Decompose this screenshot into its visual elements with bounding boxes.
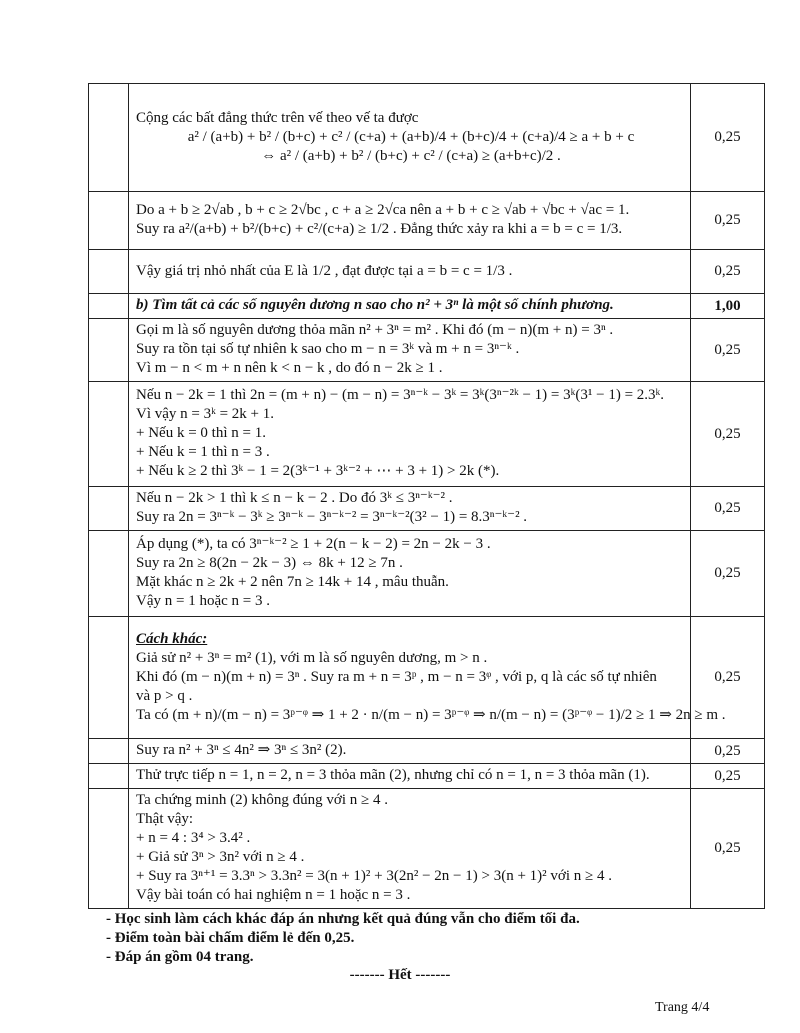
solution-cell (129, 294, 691, 319)
solution-line: Khi đó (m − n)(m + n) = 3ⁿ . Suy ra m + n = 3ᵖ , m − n = 3ᵠ , với p, q là các số tự nhiên (136, 668, 657, 685)
page-number: Trang 4/4 (655, 1000, 710, 1015)
solution-line: a² / (a+b) + b² / (b+c) + c² / (c+a) + (a+b)/4 + (b+c)/4 + (c+a)/4 ≥ a + b + c (187, 128, 635, 145)
solution-line: Do a + b ≥ 2√ab , b + c ≥ 2√bc , c + a ≥ 2√ca nên a + b + c ≥ √ab + √bc + √ac = 1. (136, 202, 630, 218)
solution-cell (129, 382, 691, 487)
answer-row (89, 250, 765, 294)
answer-row (89, 319, 765, 382)
solution-line: Nếu n − 2k > 1 thì k ≤ n − k − 2 . Do đó 3ᵏ ≤ 3ⁿ⁻ᵏ⁻² . (136, 490, 453, 506)
margin-cell (89, 789, 129, 909)
note-2: - Điểm toàn bài chấm điểm lẻ đến 0,25. (106, 930, 355, 946)
solution-line: Vì m − n < m + n nên k < n − k , do đó n − 2k ≥ 1 . (136, 360, 443, 376)
margin-cell (89, 531, 129, 617)
solution-line: + Giả sử 3ⁿ > 3n² với n ≥ 4 . (136, 849, 305, 865)
alt-method-heading: Cách khác: (136, 630, 208, 647)
grading-notes (106, 910, 580, 967)
answer-row (89, 531, 765, 617)
solution-cell (129, 487, 691, 531)
answer-row (89, 294, 765, 319)
solution-line: + Nếu k ≥ 2 thì 3ᵏ − 1 = 2(3ᵏ⁻¹ + 3ᵏ⁻² + ⋯ + 3 + 1) > 2k (*). (136, 463, 500, 479)
answer-table (88, 83, 765, 909)
solution-line: Suy ra n² + 3ⁿ ≤ 4n² ⇒ 3ⁿ ≤ 3n² (2). (136, 742, 347, 758)
solution-line: ⇔ a² / (a+b) + b² / (b+c) + c² / (c+a) ≥ (a+b+c)/2 . (261, 147, 561, 164)
solution-line: + Nếu k = 1 thì n = 3 . (136, 444, 270, 460)
score-cell: 0,25 (691, 192, 765, 250)
score-cell: 0,25 (691, 789, 765, 909)
solution-line: + n = 4 : 3⁴ > 3.4² . (136, 830, 251, 846)
answer-row (89, 487, 765, 531)
answer-row (89, 739, 765, 764)
score-cell: 0,25 (691, 319, 765, 382)
score-cell: 0,25 (691, 617, 765, 739)
margin-cell (89, 192, 129, 250)
margin-cell (89, 84, 129, 192)
score-cell: 0,25 (691, 531, 765, 617)
answer-row (89, 84, 765, 192)
solution-line: Ta chứng minh (2) không đúng với n ≥ 4 . (136, 792, 388, 808)
solution-cell (129, 319, 691, 382)
solution-cell (129, 617, 726, 739)
solution-line: Ta có (m + n)/(m − n) = 3ᵖ⁻ᵠ ⇒ 1 + 2 · n/(m − n) = 3ᵖ⁻ᵠ ⇒ n/(m − n) = (3ᵖ⁻ᵠ − 1)/2 ≥ 1 ⇒ 2n ≥ m . (136, 706, 726, 723)
score-cell: 0,25 (691, 764, 765, 789)
solution-line: Mặt khác n ≥ 2k + 2 nên 7n ≥ 14k + 14 , mâu thuẫn. (136, 574, 449, 590)
solution-line: Vì vậy n = 3ᵏ = 2k + 1. (136, 406, 275, 422)
solution-cell (129, 739, 691, 764)
score-cell: 0,25 (691, 84, 765, 192)
solution-line: Cộng các bất đẳng thức trên vế theo vế ta được (136, 109, 419, 126)
margin-cell (89, 739, 129, 764)
solution-line: Thử trực tiếp n = 1, n = 2, n = 3 thỏa mãn (2), nhưng chỉ có n = 1, n = 3 thỏa mãn (1). (136, 767, 650, 783)
margin-cell (89, 382, 129, 487)
margin-cell (89, 487, 129, 531)
solution-cell (129, 192, 691, 250)
solution-line: Vậy n = 1 hoặc n = 3 . (136, 593, 270, 609)
solution-cell (129, 250, 691, 294)
solution-line: Thật vậy: (136, 811, 194, 827)
solution-line: Áp dụng (*), ta có 3ⁿ⁻ᵏ⁻² ≥ 1 + 2(n − k − 2) = 2n − 2k − 3 . (136, 536, 491, 552)
solution-line: và p > q . (136, 687, 193, 704)
solution-line: Nếu n − 2k = 1 thì 2n = (m + n) − (m − n) = 3ⁿ⁻ᵏ − 3ᵏ = 3ᵏ(3ⁿ⁻²ᵏ − 1) = 3ᵏ(3¹ − 1) = 2.3ᵏ. (136, 387, 665, 403)
solution-cell (129, 764, 691, 789)
margin-cell (89, 764, 129, 789)
solution-cell (129, 84, 691, 192)
solution-line: Vậy giá trị nhỏ nhất của E là 1/2 , đạt được tại a = b = c = 1/3 . (136, 262, 513, 279)
answer-row (89, 192, 765, 250)
solution-line: + Nếu k = 0 thì n = 1. (136, 425, 266, 441)
score-cell: 0,25 (691, 739, 765, 764)
solution-line: Suy ra 2n ≥ 8(2n − 2k − 3) ⇔ 8k + 12 ≥ 7n . (136, 555, 403, 571)
margin-cell (89, 250, 129, 294)
solution-line: Giả sử n² + 3ⁿ = m² (1), với m là số nguyên dương, m > n . (136, 649, 488, 666)
note-1: - Học sinh làm cách khác đáp án nhưng kết quả đúng vẫn cho điểm tối đa. (106, 911, 580, 927)
score-cell: 0,25 (691, 487, 765, 531)
score-cell: 1,00 (691, 294, 765, 319)
note-3: - Đáp án gồm 04 trang. (106, 949, 254, 965)
solution-line: + Suy ra 3ⁿ⁺¹ = 3.3ⁿ > 3.3n² = 3(n + 1)² + 3(2n² − 2n − 1) > 3(n + 1)² với n ≥ 4 . (136, 868, 612, 884)
score-cell: 0,25 (691, 382, 765, 487)
answer-row (89, 617, 765, 739)
answer-row (89, 382, 765, 487)
solution-line: Suy ra a²/(a+b) + b²/(b+c) + c²/(c+a) ≥ 1/2 . Đẳng thức xảy ra khi a = b = c = 1/3. (136, 221, 623, 237)
margin-cell (89, 319, 129, 382)
answer-row (89, 764, 765, 789)
solution-line: Gọi m là số nguyên dương thỏa mãn n² + 3ⁿ = m² . Khi đó (m − n)(m + n) = 3ⁿ . (136, 322, 614, 338)
margin-cell (89, 617, 129, 739)
score-cell: 0,25 (691, 250, 765, 294)
solution-line: Suy ra 2n = 3ⁿ⁻ᵏ − 3ᵏ ≥ 3ⁿ⁻ᵏ − 3ⁿ⁻ᵏ⁻² = 3ⁿ⁻ᵏ⁻²(3² − 1) = 8.3ⁿ⁻ᵏ⁻² . (136, 509, 528, 525)
solution-line: Vậy bài toán có hai nghiệm n = 1 hoặc n = 3 . (136, 887, 411, 903)
solution-cell (129, 531, 691, 617)
answer-row (89, 789, 765, 909)
margin-cell (89, 294, 129, 319)
end-mark: ------- Hết ------- (349, 967, 451, 983)
part-heading: b) Tìm tất cả các số nguyên dương n sao cho n² + 3ⁿ là một số chính phương. (136, 297, 614, 313)
solution-cell (129, 789, 691, 909)
solution-line: Suy ra tồn tại số tự nhiên k sao cho m − n = 3ᵏ và m + n = 3ⁿ⁻ᵏ . (136, 341, 520, 357)
